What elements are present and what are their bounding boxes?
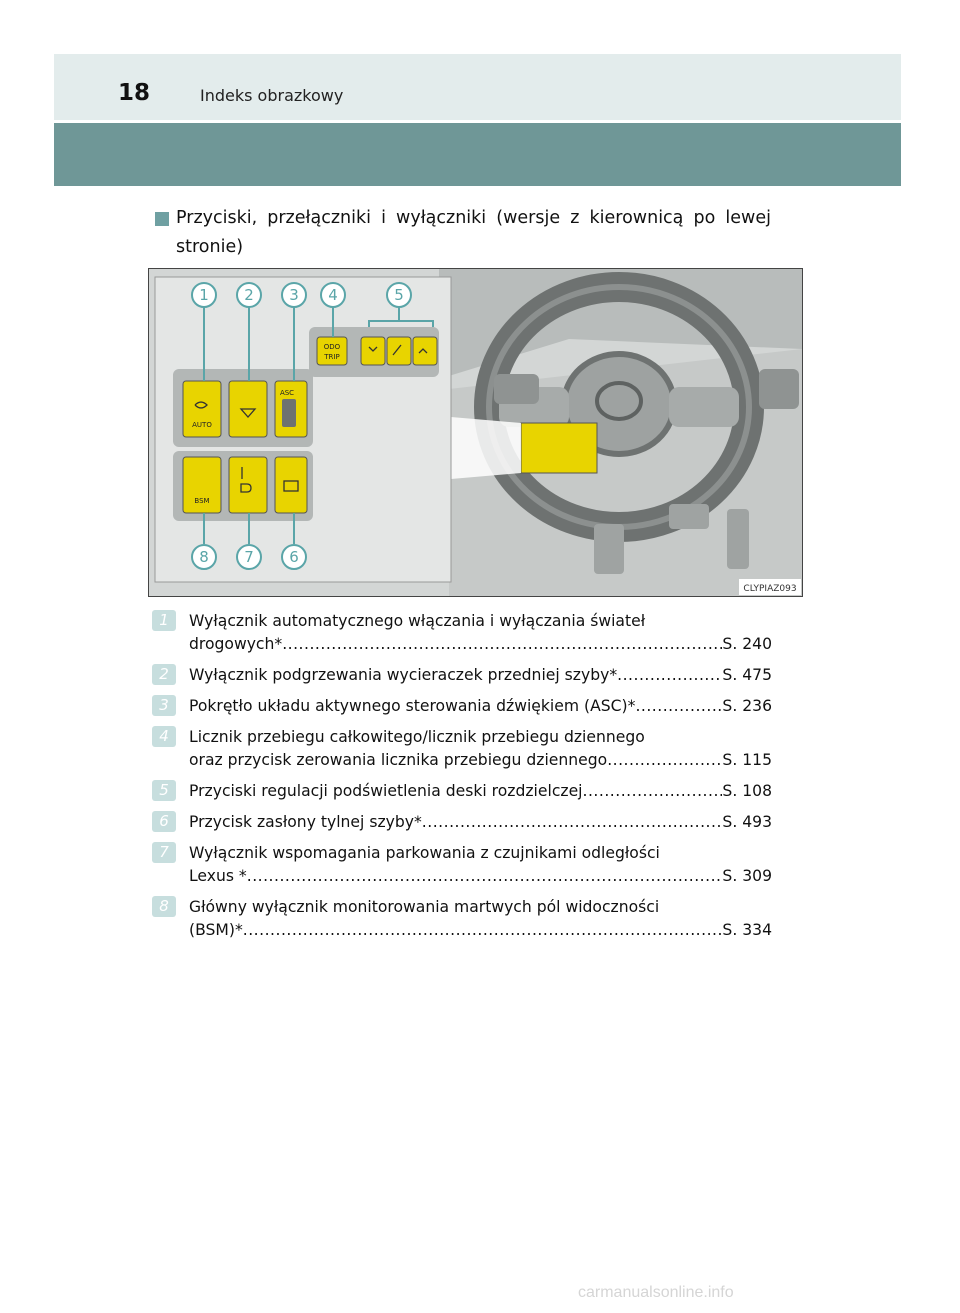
image-code: CLYPIAZ093 (743, 584, 797, 594)
header-dark-band (54, 123, 901, 186)
leader-dots (607, 749, 722, 772)
page-reference: S. 334 (722, 921, 772, 939)
odo-label: ODO (323, 343, 341, 351)
callout-3: 3 (289, 286, 299, 304)
item-text-cont: drogowych* (189, 635, 283, 653)
callout-2: 2 (244, 286, 254, 304)
item-text-cont: Lexus * (189, 867, 247, 885)
callout-7: 7 (244, 548, 254, 566)
page-reference: S. 309 (722, 867, 772, 885)
watermark: carmanualsonline.info (578, 1284, 734, 1301)
page-reference: S. 108 (722, 782, 772, 800)
callout-1: 1 (199, 286, 209, 304)
item-number-badge: 7 (152, 842, 176, 863)
dashboard-illustration (148, 268, 803, 597)
item-text: Wyłącznik podgrzewania wycieraczek przedniej szyby* (189, 666, 618, 684)
auto-label: AUTO (192, 421, 212, 429)
leader-dots (282, 633, 722, 656)
callout-8: 8 (199, 548, 209, 566)
list-item (152, 664, 772, 687)
callout-5: 5 (394, 286, 404, 304)
item-text-cont: oraz przycisk zerowania licznika przebiegu dziennego (189, 751, 608, 769)
page-reference: S. 475 (722, 666, 772, 684)
item-number-badge: 5 (152, 780, 176, 801)
section-bullet-icon (155, 212, 169, 226)
page-reference: S. 240 (722, 635, 772, 653)
leader-dots (247, 865, 723, 888)
leader-dots (617, 664, 722, 687)
item-number-badge: 4 (152, 726, 176, 747)
item-text: Główny wyłącznik monitorowania martwych pól widoczności (189, 898, 660, 916)
page-reference: S. 115 (722, 751, 772, 769)
item-number-badge: 1 (152, 610, 176, 631)
callout-4: 4 (328, 286, 338, 304)
item-text: Wyłącznik automatycznego włączania i wyłączania świateł (189, 612, 646, 630)
leader-dots (243, 919, 723, 942)
trip-label: TRIP (324, 353, 340, 361)
bsm-label: BSM (194, 497, 210, 505)
page-reference: S. 493 (722, 813, 772, 831)
leader-dots (635, 695, 722, 718)
page-number: 18 (118, 80, 151, 106)
asc-label: ASC (279, 389, 295, 397)
section-title: Przyciski, przełączniki i wyłączniki (wersje z kierownicą po lewej stronie) (176, 208, 771, 257)
dashboard-svg (149, 269, 802, 596)
header-band (54, 54, 901, 120)
page-header-title: Indeks obrazkowy (200, 86, 344, 105)
item-number-badge: 8 (152, 896, 176, 917)
list-item (152, 610, 772, 656)
item-number-badge: 2 (152, 664, 176, 685)
item-number-badge: 6 (152, 811, 176, 832)
list-item (152, 780, 772, 803)
item-text-cont: (BSM)* (189, 921, 243, 939)
leader-dots (422, 811, 723, 834)
item-text: Pokrętło układu aktywnego sterowania dźwiękiem (ASC)* (189, 697, 636, 715)
list-item (152, 842, 772, 888)
leader-dots (583, 780, 723, 803)
list-item (152, 811, 772, 834)
item-text: Licznik przebiegu całkowitego/licznik przebiegu dziennego (189, 728, 645, 746)
list-item (152, 726, 772, 772)
callout-6: 6 (289, 548, 299, 566)
item-text: Wyłącznik wspomagania parkowania z czujnikami odległości (189, 844, 660, 862)
list-item (152, 896, 772, 942)
item-number-badge: 3 (152, 695, 176, 716)
index-list (152, 610, 772, 950)
list-item (152, 695, 772, 718)
page-reference: S. 236 (722, 697, 772, 715)
item-text: Przyciski regulacji podświetlenia deski rozdzielczej (189, 782, 583, 800)
item-text: Przycisk zasłony tylnej szyby* (189, 813, 422, 831)
